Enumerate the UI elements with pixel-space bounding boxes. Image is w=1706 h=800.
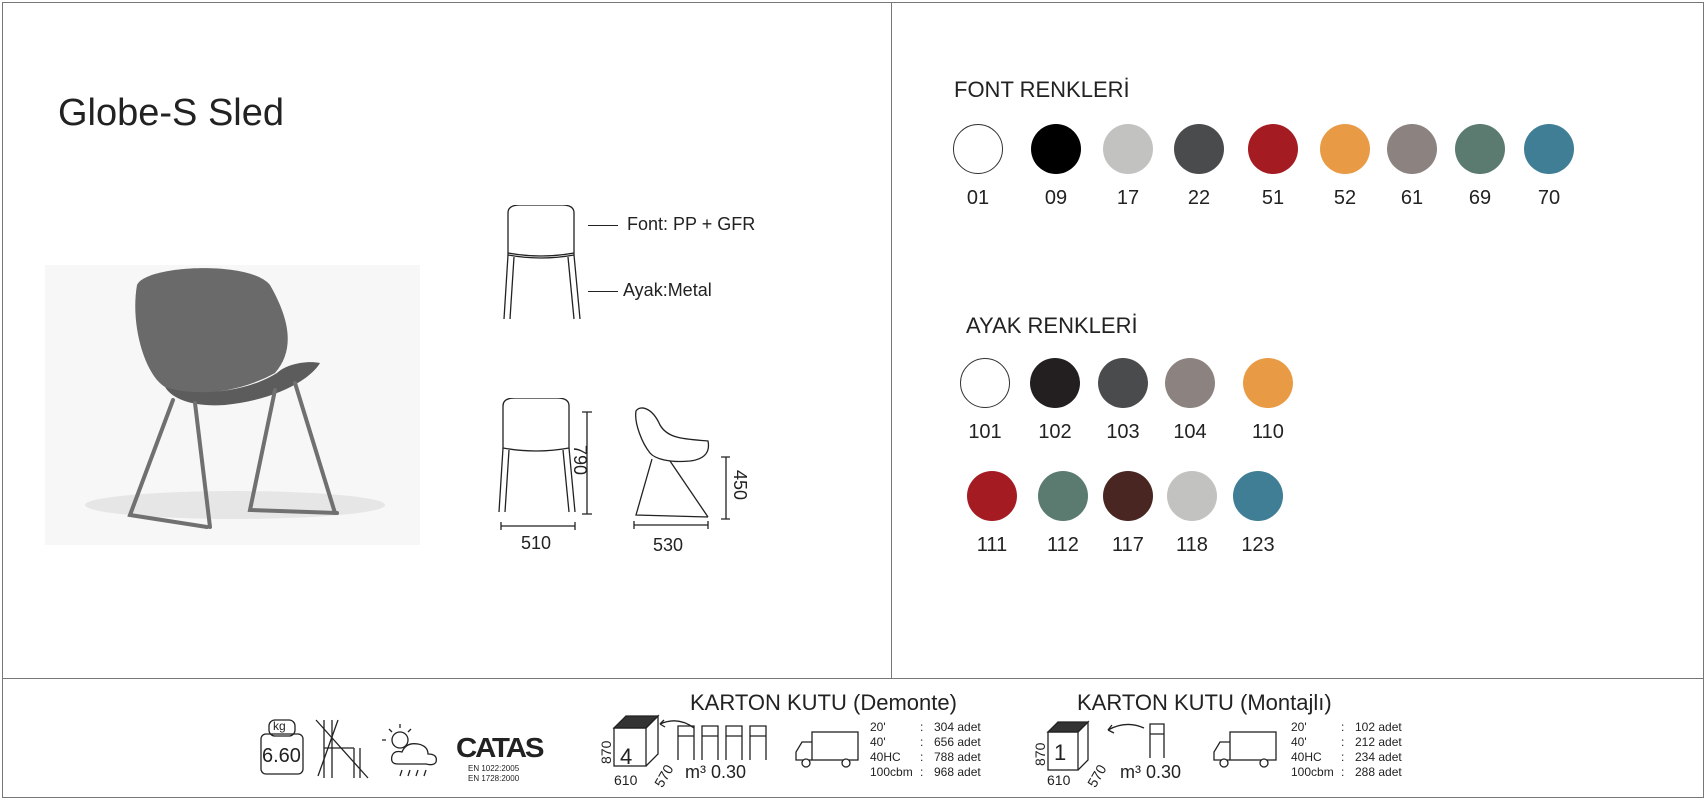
shipping-quantity: 656 adet bbox=[934, 735, 981, 749]
shipping-row bbox=[870, 735, 981, 750]
cert-standard-1: EN 1022:2005 bbox=[468, 764, 520, 773]
shipping-container: 40HC bbox=[870, 750, 901, 764]
color-code: 123 bbox=[1241, 534, 1275, 556]
shipping-row bbox=[870, 765, 981, 780]
dim-height-total: 790 bbox=[570, 445, 590, 476]
color-code: 17 bbox=[1116, 187, 1140, 209]
montajli-volume bbox=[1120, 762, 1181, 783]
montajli-chair-icon bbox=[1094, 720, 1170, 760]
shipping-row bbox=[1291, 765, 1402, 780]
color-swatch bbox=[1165, 358, 1215, 408]
cert-standards bbox=[468, 764, 519, 784]
demonte-truck-icon bbox=[794, 730, 860, 770]
shell-material-label: Font: PP + GFR bbox=[627, 214, 756, 234]
horizontal-divider bbox=[2, 678, 1704, 679]
shipping-container: 40HC bbox=[1291, 750, 1322, 764]
demonte-volume bbox=[685, 762, 746, 783]
shipping-separator: : bbox=[920, 765, 924, 779]
montajli-box-icon bbox=[1044, 718, 1100, 774]
color-code: 22 bbox=[1187, 187, 1211, 209]
product-title: Globe-S Sled bbox=[58, 92, 285, 134]
dim-depth: 530 bbox=[653, 535, 684, 555]
shipping-row bbox=[870, 720, 981, 735]
leg-material-label: Ayak:Metal bbox=[623, 280, 712, 300]
color-swatch bbox=[1031, 124, 1081, 174]
color-swatch bbox=[967, 471, 1017, 521]
color-swatch bbox=[1233, 471, 1283, 521]
demonte-volume-value: 0.30 bbox=[711, 762, 747, 782]
color-swatch bbox=[1320, 124, 1370, 174]
color-code: 51 bbox=[1261, 187, 1285, 209]
color-code: 102 bbox=[1038, 421, 1072, 443]
color-swatch bbox=[1387, 124, 1437, 174]
leg-leader-line bbox=[588, 291, 618, 292]
demonte-box-count: 4 bbox=[620, 744, 633, 769]
montajli-volume-value: 0.30 bbox=[1146, 762, 1182, 782]
shipping-container: 40' bbox=[870, 735, 886, 749]
montajli-box-count: 1 bbox=[1054, 740, 1067, 765]
shipping-quantity: 102 adet bbox=[1355, 720, 1402, 734]
weight-unit: kg bbox=[273, 719, 286, 733]
montajli-box-width: 610 bbox=[1047, 772, 1071, 788]
demonte-volume-unit: m³ bbox=[685, 762, 706, 782]
color-code: 70 bbox=[1537, 187, 1561, 209]
montajli-shipping-table bbox=[1291, 720, 1402, 780]
demonte-title: KARTON KUTU (Demonte) bbox=[690, 690, 957, 715]
color-swatch bbox=[1103, 124, 1153, 174]
color-swatch bbox=[953, 124, 1003, 174]
shipping-quantity: 212 adet bbox=[1355, 735, 1402, 749]
color-code: 111 bbox=[976, 534, 1008, 556]
montajli-box-height: 870 bbox=[1032, 742, 1048, 766]
color-code: 101 bbox=[968, 421, 1002, 443]
vertical-divider bbox=[891, 2, 892, 678]
cert-standard-2: EN 1728:2000 bbox=[468, 774, 520, 783]
color-swatch bbox=[1243, 358, 1293, 408]
color-swatch bbox=[1248, 124, 1298, 174]
shipping-row bbox=[870, 750, 981, 765]
color-swatch bbox=[1167, 471, 1217, 521]
color-swatch bbox=[1174, 124, 1224, 174]
color-code: 103 bbox=[1106, 421, 1140, 443]
color-code: 112 bbox=[1047, 534, 1079, 556]
shipping-container: 20' bbox=[1291, 720, 1307, 734]
montajli-volume-unit: m³ bbox=[1120, 762, 1141, 782]
shipping-quantity: 788 adet bbox=[934, 750, 981, 764]
color-code: 01 bbox=[966, 187, 990, 209]
demonte-box-height: 870 bbox=[598, 740, 614, 764]
weight-value: 6.60 bbox=[262, 745, 301, 767]
color-code: 104 bbox=[1173, 421, 1207, 443]
montajli-truck-icon bbox=[1212, 730, 1278, 770]
shell-leader-line bbox=[588, 225, 618, 226]
shipping-separator: : bbox=[1341, 720, 1345, 734]
color-code: 69 bbox=[1468, 187, 1492, 209]
shipping-quantity: 288 adet bbox=[1355, 765, 1402, 779]
demonte-chairs-icon bbox=[650, 716, 776, 762]
shipping-quantity: 234 adet bbox=[1355, 750, 1402, 764]
color-swatch bbox=[1038, 471, 1088, 521]
color-swatch bbox=[960, 358, 1010, 408]
weather-icon bbox=[380, 722, 442, 778]
shipping-quantity: 304 adet bbox=[934, 720, 981, 734]
shipping-container: 100cbm bbox=[870, 765, 913, 779]
stackable-icon bbox=[314, 718, 370, 780]
shipping-row bbox=[1291, 720, 1402, 735]
montajli-box-depth: 570 bbox=[1084, 761, 1110, 790]
chair-photo bbox=[45, 265, 420, 545]
leg-colors-title: AYAK RENKLERİ bbox=[966, 313, 1138, 338]
chair-front-drawing bbox=[500, 205, 590, 323]
shipping-separator: : bbox=[1341, 765, 1345, 779]
shipping-separator: : bbox=[920, 750, 924, 764]
color-swatch bbox=[1103, 471, 1153, 521]
demonte-shipping-table bbox=[870, 720, 981, 780]
color-code: 118 bbox=[1176, 534, 1208, 556]
chair-side-dim-drawing bbox=[630, 405, 730, 535]
color-code: 09 bbox=[1044, 187, 1068, 209]
shipping-container: 100cbm bbox=[1291, 765, 1334, 779]
catas-logo: CATAS bbox=[455, 732, 543, 763]
color-code: 117 bbox=[1112, 534, 1144, 556]
montajli-title: KARTON KUTU (Montajlı) bbox=[1077, 690, 1332, 715]
dim-seat-height: 450 bbox=[730, 470, 750, 501]
shipping-container: 40' bbox=[1291, 735, 1307, 749]
shipping-quantity: 968 adet bbox=[934, 765, 981, 779]
dim-width: 510 bbox=[521, 533, 552, 553]
color-code: 61 bbox=[1400, 187, 1424, 209]
shipping-separator: : bbox=[920, 735, 924, 749]
shipping-separator: : bbox=[1341, 735, 1345, 749]
demonte-box-depth: 570 bbox=[651, 761, 677, 790]
shipping-separator: : bbox=[920, 720, 924, 734]
color-swatch bbox=[1455, 124, 1505, 174]
color-code: 52 bbox=[1333, 187, 1357, 209]
demonte-box-width: 610 bbox=[614, 772, 638, 788]
shipping-row bbox=[1291, 735, 1402, 750]
shipping-row bbox=[1291, 750, 1402, 765]
color-code: 110 bbox=[1252, 421, 1284, 443]
color-swatch bbox=[1030, 358, 1080, 408]
shell-colors-title: FONT RENKLERİ bbox=[954, 77, 1130, 102]
color-swatch bbox=[1524, 124, 1574, 174]
shipping-container: 20' bbox=[870, 720, 886, 734]
color-swatch bbox=[1098, 358, 1148, 408]
shipping-separator: : bbox=[1341, 750, 1345, 764]
